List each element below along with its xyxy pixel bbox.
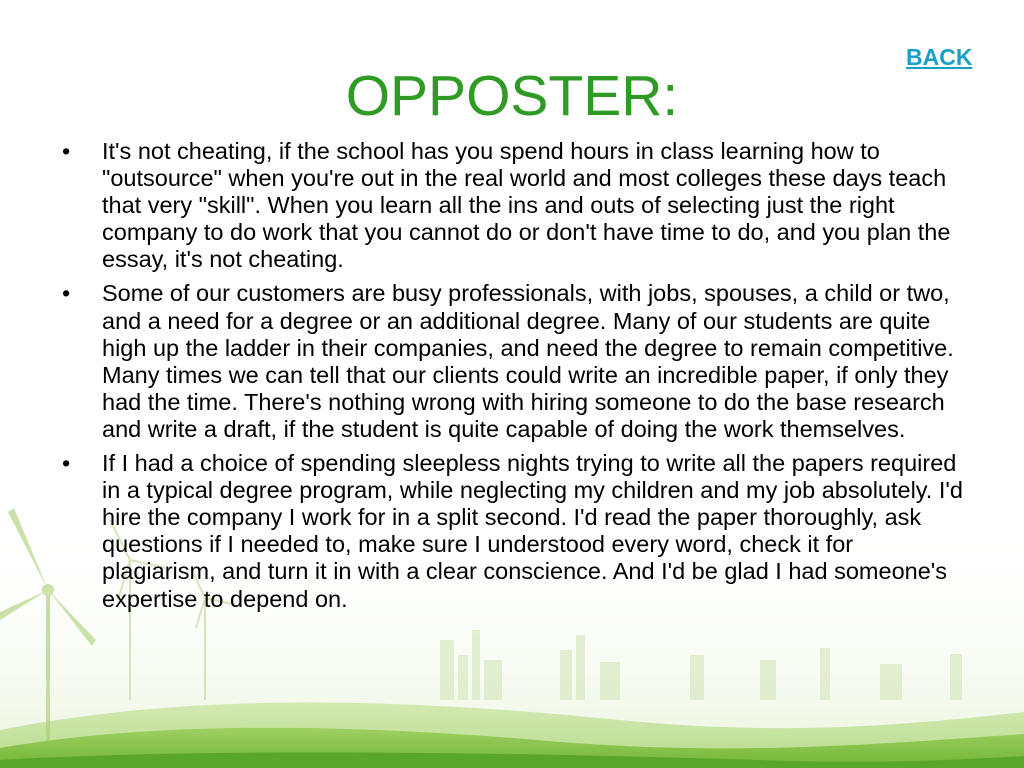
bullet-icon: • (62, 450, 71, 477)
bullet-text: Some of our customers are busy professionals, with jobs, spouses, a child or two, and a need for a degree or an additional degree. Many of our students are quite high up the ladder in their companies, and need the degree to remain competitive. Many times we can tell that our clients could write an incredible paper, if only they had the time. There's nothing wrong with hiring someone to do the base research and write a draft, if the student is quite capable of doing the work themselves. (102, 280, 954, 442)
bullet-item (0, 280, 970, 443)
bullet-item (0, 138, 970, 273)
bullet-item (0, 450, 970, 613)
bullet-text: It's not cheating, if the school has you spend hours in class learning how to "outsource" when you're out in the real world and most colleges these days teach that very "skill". When you learn all the ins and outs of selecting just the right company to do work that you cannot do or don't have time to do, and you plan the essay, it's not cheating. (102, 138, 951, 273)
back-link[interactable]: BACK (906, 44, 973, 70)
bullet-icon: • (62, 280, 71, 307)
bullet-text: If I had a choice of spending sleepless nights trying to write all the papers required in a typical degree program, while neglecting my children and my job absolutely. I'd hire the company I work for in a split second. I'd read the paper thoroughly, ask questions if I needed to, make sure I understood every word, check it for plagiarism, and turn it in with a clear conscience. And I'd be glad I had someone's expertise to depend on. (102, 450, 963, 612)
bullet-icon: • (62, 138, 71, 164)
bullet-list (0, 138, 1024, 620)
slide-title: OPPOSTER: (345, 64, 679, 128)
